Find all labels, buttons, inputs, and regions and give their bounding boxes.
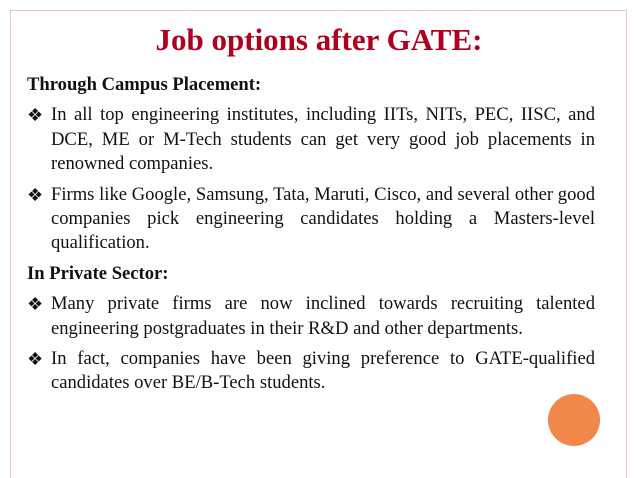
slide-title: Job options after GATE: — [155, 22, 483, 57]
diamond-bullet-icon: ❖ — [27, 105, 44, 126]
bullet-text: In all top engineering institutes, including IITs, NITs, PEC, IISC, and DCE, ME or M-Tech students can get very good job placements in renowned companies. — [51, 104, 595, 175]
section-heading-private: In Private Sector: — [27, 262, 169, 284]
bullet-item — [27, 183, 595, 256]
bullet-text: Many private firms are now inclined towards recruiting talented engineering postgraduates in their R&D and other departments. — [51, 293, 595, 339]
bullet-text: Firms like Google, Samsung, Tata, Maruti, Cisco, and several other good companies pick engineering candidates holding a Masters-level qualification. — [51, 183, 595, 254]
bullet-item — [27, 103, 595, 176]
diamond-bullet-icon: ❖ — [27, 349, 44, 370]
bullet-text: In fact, companies have been giving preference to GATE-qualified candidates over BE/B-Tech students. — [51, 348, 595, 394]
bullet-item — [27, 292, 595, 341]
bullet-item — [27, 347, 595, 396]
diamond-bullet-icon: ❖ — [27, 184, 44, 205]
slide-content — [27, 73, 595, 402]
diamond-bullet-icon: ❖ — [27, 294, 44, 315]
section-heading-campus: Through Campus Placement: — [27, 74, 262, 95]
